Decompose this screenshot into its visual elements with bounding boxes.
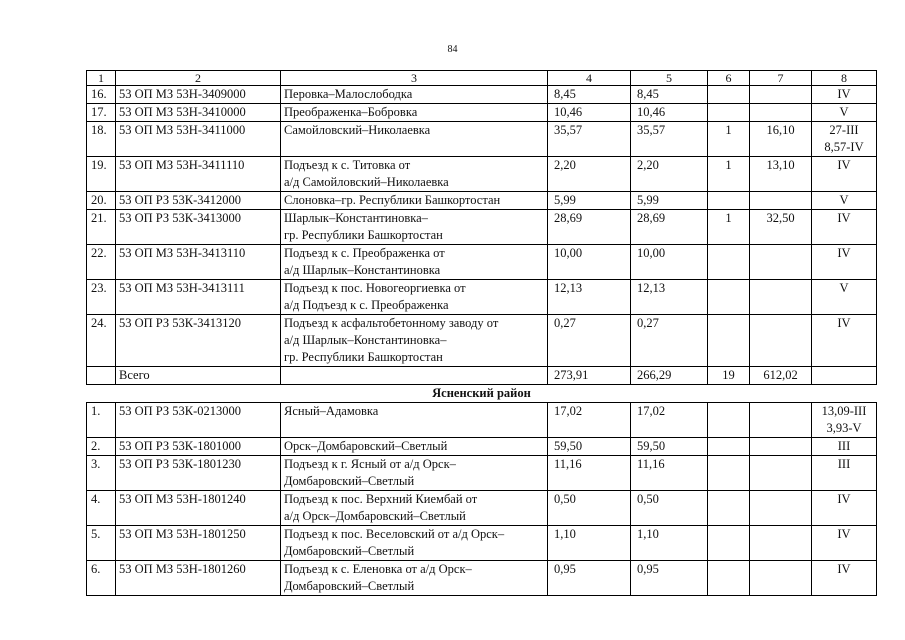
road-name-cell bbox=[281, 456, 548, 491]
category-line: IV bbox=[837, 316, 851, 330]
length-m-cell bbox=[750, 104, 812, 122]
road-name-line: а/д Шарлык–Константиновка– bbox=[284, 333, 447, 347]
table-row bbox=[87, 86, 877, 104]
length-cell: 35,57 bbox=[631, 122, 708, 157]
count-cell: 1 bbox=[708, 122, 750, 157]
length-total-cell: 5,99 bbox=[548, 192, 631, 210]
row-number: 2. bbox=[87, 438, 116, 456]
column-number: 5 bbox=[631, 71, 708, 86]
column-number: 3 bbox=[281, 71, 548, 86]
length-m-cell: 32,50 bbox=[750, 210, 812, 245]
category-cell bbox=[812, 456, 877, 491]
roads-table bbox=[86, 70, 877, 596]
category-line: 27-III bbox=[829, 123, 859, 137]
column-number: 1 bbox=[87, 71, 116, 86]
length-cell: 0,27 bbox=[631, 315, 708, 367]
category-cell bbox=[812, 104, 877, 122]
road-id-cell: 53 ОП РЗ 53К-1801230 bbox=[116, 456, 281, 491]
row-number: 1. bbox=[87, 403, 116, 438]
length-m-cell: 16,10 bbox=[750, 122, 812, 157]
road-name-line: Подъезд к пос. Верхний Киембай от bbox=[284, 492, 478, 506]
road-name-line: Преображенка–Бобровка bbox=[284, 105, 418, 119]
category-cell bbox=[812, 526, 877, 561]
category-line: IV bbox=[837, 246, 851, 260]
road-id-cell: 53 ОП МЗ 53Н-3411000 bbox=[116, 122, 281, 157]
count-cell bbox=[708, 526, 750, 561]
table-row bbox=[87, 104, 877, 122]
length-total-cell: 35,57 bbox=[548, 122, 631, 157]
table-row bbox=[87, 122, 877, 157]
row-number: 18. bbox=[87, 122, 116, 157]
road-id-cell: 53 ОП МЗ 53Н-3411110 bbox=[116, 157, 281, 192]
page-number: 84 bbox=[447, 44, 458, 55]
district-heading: Ясненский район bbox=[87, 385, 877, 403]
column-number: 4 bbox=[548, 71, 631, 86]
length-cell: 5,99 bbox=[631, 192, 708, 210]
length-m-cell bbox=[750, 491, 812, 526]
length-m-cell bbox=[750, 561, 812, 596]
total-length: 266,29 bbox=[631, 367, 708, 385]
category-line: V bbox=[839, 281, 849, 295]
length-cell: 10,00 bbox=[631, 245, 708, 280]
category-cell bbox=[812, 438, 877, 456]
table-row bbox=[87, 280, 877, 315]
road-name-line: а/д Подъезд к с. Преображенка bbox=[284, 298, 449, 312]
table-row bbox=[87, 315, 877, 367]
table-row bbox=[87, 438, 877, 456]
length-m-cell bbox=[750, 438, 812, 456]
road-name-line: Домбаровский–Светлый bbox=[284, 544, 415, 558]
category-line: IV bbox=[837, 492, 851, 506]
row-number: 5. bbox=[87, 526, 116, 561]
category-cell bbox=[812, 561, 877, 596]
category-line: IV bbox=[837, 211, 851, 225]
road-name-cell bbox=[281, 280, 548, 315]
category-cell bbox=[812, 491, 877, 526]
length-m-cell bbox=[750, 192, 812, 210]
count-cell: 1 bbox=[708, 210, 750, 245]
length-m-cell bbox=[750, 315, 812, 367]
count-cell bbox=[708, 315, 750, 367]
road-id-cell: 53 ОП РЗ 53К-3412000 bbox=[116, 192, 281, 210]
length-total-cell: 8,45 bbox=[548, 86, 631, 104]
category-cell bbox=[812, 86, 877, 104]
road-name-line: Подъезд к г. Ясный от а/д Орск– bbox=[284, 457, 456, 471]
road-name-line: Домбаровский–Светлый bbox=[284, 474, 415, 488]
road-id-cell: 53 ОП МЗ 53Н-1801250 bbox=[116, 526, 281, 561]
length-m-cell bbox=[750, 86, 812, 104]
category-cell bbox=[812, 122, 877, 157]
category-cell bbox=[812, 403, 877, 438]
row-number: 23. bbox=[87, 280, 116, 315]
length-m-cell bbox=[750, 526, 812, 561]
category-line: IV bbox=[837, 527, 851, 541]
road-name-cell bbox=[281, 86, 548, 104]
length-total-cell: 0,50 bbox=[548, 491, 631, 526]
road-name-cell bbox=[281, 526, 548, 561]
column-number: 6 bbox=[708, 71, 750, 86]
road-name-line: Домбаровский–Светлый bbox=[284, 579, 415, 593]
length-total-cell: 12,13 bbox=[548, 280, 631, 315]
road-id-cell: 53 ОП МЗ 53Н-3413111 bbox=[116, 280, 281, 315]
length-cell: 1,10 bbox=[631, 526, 708, 561]
count-cell bbox=[708, 456, 750, 491]
road-name-line: Ясный–Адамовка bbox=[284, 404, 379, 418]
length-cell: 8,45 bbox=[631, 86, 708, 104]
length-cell: 2,20 bbox=[631, 157, 708, 192]
row-number: 4. bbox=[87, 491, 116, 526]
road-name-line: Шарлык–Константиновка– bbox=[284, 211, 428, 225]
table-row bbox=[87, 210, 877, 245]
length-total-cell: 0,27 bbox=[548, 315, 631, 367]
road-name-cell bbox=[281, 438, 548, 456]
length-m-cell bbox=[750, 245, 812, 280]
count-cell bbox=[708, 561, 750, 596]
category-line: III bbox=[837, 457, 851, 471]
road-name-cell bbox=[281, 104, 548, 122]
category-cell bbox=[812, 192, 877, 210]
column-number: 8 bbox=[812, 71, 877, 86]
category-line: III bbox=[837, 439, 851, 453]
length-total-cell: 1,10 bbox=[548, 526, 631, 561]
length-total-cell: 11,16 bbox=[548, 456, 631, 491]
length-cell: 11,16 bbox=[631, 456, 708, 491]
road-id-cell: 53 ОП МЗ 53Н-1801260 bbox=[116, 561, 281, 596]
road-name-cell bbox=[281, 315, 548, 367]
road-id-cell: 53 ОП МЗ 53Н-1801240 bbox=[116, 491, 281, 526]
count-cell bbox=[708, 438, 750, 456]
category-cell bbox=[812, 315, 877, 367]
table-row bbox=[87, 526, 877, 561]
column-number-row bbox=[87, 71, 877, 86]
column-number: 2 bbox=[116, 71, 281, 86]
length-cell: 12,13 bbox=[631, 280, 708, 315]
count-cell bbox=[708, 104, 750, 122]
road-name-cell bbox=[281, 157, 548, 192]
row-number: 19. bbox=[87, 157, 116, 192]
length-m-cell: 13,10 bbox=[750, 157, 812, 192]
row-number: 6. bbox=[87, 561, 116, 596]
total-count: 19 bbox=[708, 367, 750, 385]
road-id-cell: 53 ОП МЗ 53Н-3413110 bbox=[116, 245, 281, 280]
total-label: Всего bbox=[116, 367, 281, 385]
category-cell bbox=[812, 245, 877, 280]
category-line: V bbox=[839, 193, 849, 207]
category-cell bbox=[812, 157, 877, 192]
road-name-line: Подъезд к с. Еленовка от а/д Орск– bbox=[284, 562, 472, 576]
length-total-cell: 17,02 bbox=[548, 403, 631, 438]
category-line: V bbox=[839, 105, 849, 119]
road-name-line: Слоновка–гр. Республики Башкортостан bbox=[284, 193, 501, 207]
length-m-cell bbox=[750, 403, 812, 438]
table-row bbox=[87, 491, 877, 526]
table-body bbox=[87, 71, 877, 596]
length-cell: 0,95 bbox=[631, 561, 708, 596]
table-row bbox=[87, 561, 877, 596]
total-blank bbox=[87, 367, 116, 385]
category-line: IV bbox=[837, 158, 851, 172]
road-name-line: а/д Орск–Домбаровский–Светлый bbox=[284, 509, 466, 523]
length-total-cell: 59,50 bbox=[548, 438, 631, 456]
row-number: 21. bbox=[87, 210, 116, 245]
road-id-cell: 53 ОП РЗ 53К-3413000 bbox=[116, 210, 281, 245]
count-cell bbox=[708, 86, 750, 104]
length-total-cell: 2,20 bbox=[548, 157, 631, 192]
count-cell bbox=[708, 192, 750, 210]
row-number: 17. bbox=[87, 104, 116, 122]
table-row bbox=[87, 157, 877, 192]
total-length-m: 612,02 bbox=[750, 367, 812, 385]
category-line: IV bbox=[837, 562, 851, 576]
road-name-line: Подъезд к пос. Новогеоргиевка от bbox=[284, 281, 466, 295]
road-name-line: Самойловский–Николаевка bbox=[284, 123, 431, 137]
road-name-line: а/д Самойловский–Николаевка bbox=[284, 175, 449, 189]
road-name-line: Орск–Домбаровский–Светлый bbox=[284, 439, 448, 453]
row-number: 20. bbox=[87, 192, 116, 210]
count-cell: 1 bbox=[708, 157, 750, 192]
row-number: 24. bbox=[87, 315, 116, 367]
road-name-cell bbox=[281, 403, 548, 438]
category-cell bbox=[812, 210, 877, 245]
length-m-cell bbox=[750, 456, 812, 491]
road-name-line: гр. Республики Башкортостан bbox=[284, 228, 443, 242]
road-name-cell bbox=[281, 245, 548, 280]
road-name-line: Перовка–Малослободка bbox=[284, 87, 413, 101]
length-total-cell: 10,00 bbox=[548, 245, 631, 280]
category-cell bbox=[812, 280, 877, 315]
category-line: 13,09-III bbox=[821, 404, 867, 418]
road-id-cell: 53 ОП РЗ 53К-0213000 bbox=[116, 403, 281, 438]
category-line: IV bbox=[837, 87, 851, 101]
total-length-total: 273,91 bbox=[548, 367, 631, 385]
table-row bbox=[87, 245, 877, 280]
road-name-cell bbox=[281, 561, 548, 596]
road-name-cell bbox=[281, 491, 548, 526]
length-m-cell bbox=[750, 280, 812, 315]
row-number: 16. bbox=[87, 86, 116, 104]
length-cell: 10,46 bbox=[631, 104, 708, 122]
row-number: 22. bbox=[87, 245, 116, 280]
length-cell: 59,50 bbox=[631, 438, 708, 456]
road-name-line: Подъезд к асфальтобетонному заводу от bbox=[284, 316, 499, 330]
road-name-line: Подъезд к с. Титовка от bbox=[284, 158, 411, 172]
count-cell bbox=[708, 245, 750, 280]
column-number: 7 bbox=[750, 71, 812, 86]
length-cell: 17,02 bbox=[631, 403, 708, 438]
length-total-cell: 0,95 bbox=[548, 561, 631, 596]
total-row bbox=[87, 367, 877, 385]
count-cell bbox=[708, 491, 750, 526]
length-total-cell: 10,46 bbox=[548, 104, 631, 122]
length-total-cell: 28,69 bbox=[548, 210, 631, 245]
road-name-cell bbox=[281, 192, 548, 210]
row-number: 3. bbox=[87, 456, 116, 491]
road-id-cell: 53 ОП МЗ 53Н-3410000 bbox=[116, 104, 281, 122]
road-name-line: гр. Республики Башкортостан bbox=[284, 350, 443, 364]
category-line: 3,93-V bbox=[826, 421, 862, 435]
district-heading-row bbox=[87, 385, 877, 403]
total-blank bbox=[812, 367, 877, 385]
length-cell: 28,69 bbox=[631, 210, 708, 245]
table-row bbox=[87, 192, 877, 210]
road-name-cell bbox=[281, 210, 548, 245]
table-row bbox=[87, 403, 877, 438]
road-name-line: а/д Шарлык–Константиновка bbox=[284, 263, 441, 277]
count-cell bbox=[708, 280, 750, 315]
category-line: 8,57-IV bbox=[824, 140, 864, 154]
road-id-cell: 53 ОП РЗ 53К-3413120 bbox=[116, 315, 281, 367]
length-cell: 0,50 bbox=[631, 491, 708, 526]
road-id-cell: 53 ОП МЗ 53Н-3409000 bbox=[116, 86, 281, 104]
total-blank bbox=[281, 367, 548, 385]
table-row bbox=[87, 456, 877, 491]
road-name-line: Подъезд к пос. Веселовский от а/д Орск– bbox=[284, 527, 505, 541]
road-name-cell bbox=[281, 122, 548, 157]
count-cell bbox=[708, 403, 750, 438]
road-name-line: Подъезд к с. Преображенка от bbox=[284, 246, 445, 260]
road-id-cell: 53 ОП РЗ 53К-1801000 bbox=[116, 438, 281, 456]
